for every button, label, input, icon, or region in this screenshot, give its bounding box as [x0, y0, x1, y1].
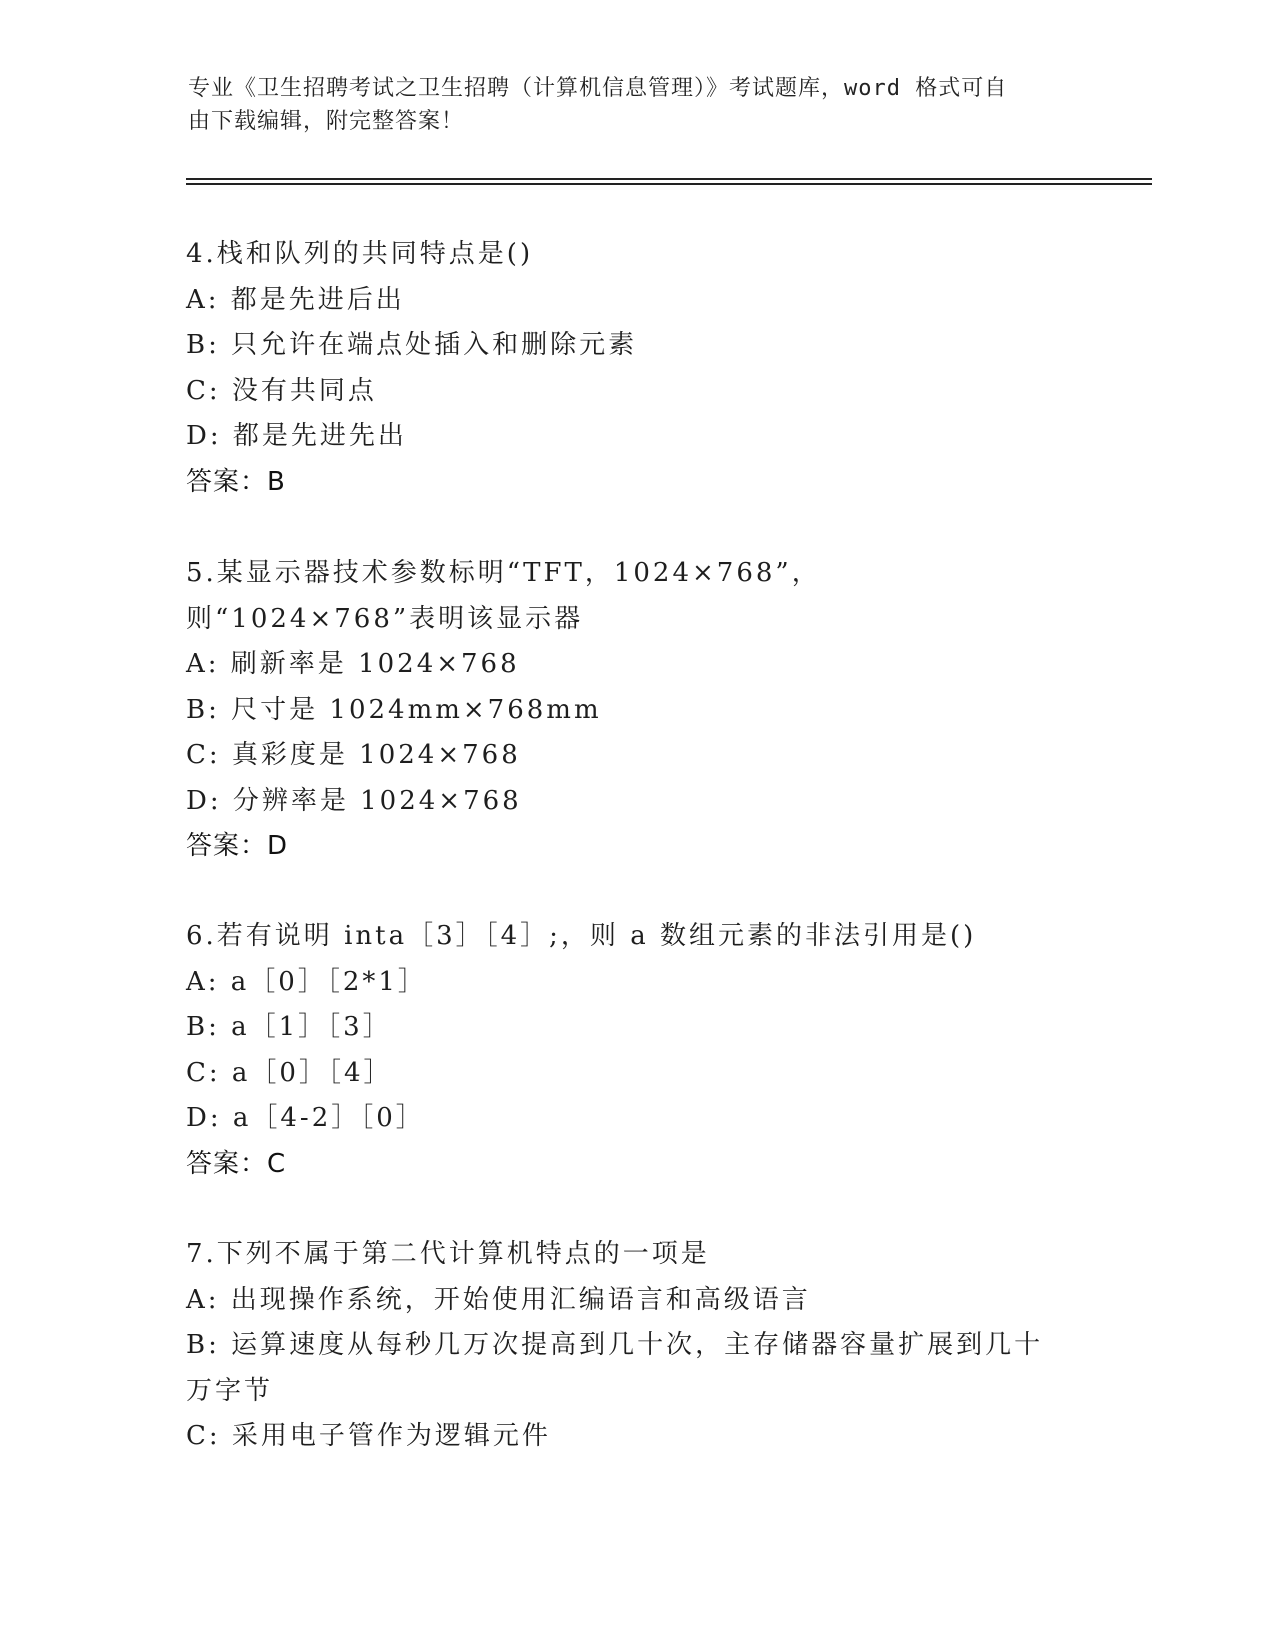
- option-c: C: a［0］［4］: [186, 1057, 393, 1088]
- answer-label: 答案：D: [186, 831, 289, 861]
- option-c: C: 真彩度是 1024×768: [186, 740, 521, 770]
- question-5: [186, 551, 1086, 870]
- question-stem: 4.栈和队列的共同特点是(): [186, 239, 534, 269]
- option-a: A: 出现操作系统，开始使用汇编语言和高级语言: [186, 1284, 811, 1315]
- answer-label: 答案：B: [186, 466, 286, 497]
- question-stem: 7.下列不属于第二代计算机特点的一项是: [186, 1239, 710, 1269]
- header-divider-top: [186, 178, 1152, 180]
- option-a: A: a［0］［2*1］: [186, 966, 427, 997]
- question-7: [186, 1232, 1086, 1460]
- option-c: C: 采用电子管作为逻辑元件: [186, 1421, 551, 1451]
- option-a: A: 都是先进后出: [186, 284, 405, 315]
- option-b: B: a［1］［3］: [186, 1012, 392, 1042]
- option-d: D: 都是先进先出: [186, 421, 407, 451]
- option-d: D: a［4-2］［0］: [186, 1103, 425, 1133]
- question-stem: 5.某显示器技术参数标明“TFT，1024×768”，则“1024×768”表明该显示器: [186, 558, 821, 634]
- header-line-2: 由下载编辑，附完整答案！: [188, 109, 465, 134]
- option-b: B: 运算速度从每秒几万次提高到几十次，主存储器容量扩展到几十万字节: [186, 1330, 1044, 1406]
- option-a: A: 刷新率是 1024×768: [186, 649, 520, 679]
- question-4: [186, 232, 1086, 505]
- option-b: B: 尺寸是 1024mm×768mm: [186, 694, 602, 725]
- question-stem: 6.若有说明 inta［3］［4］;，则 a 数组元素的非法引用是(): [186, 921, 977, 951]
- header-divider-bottom: [186, 183, 1152, 185]
- option-c: C: 没有共同点: [186, 375, 377, 406]
- header-line-1: 专业《卫生招聘考试之卫生招聘（计算机信息管理）》考试题库，word 格式可自: [188, 76, 1008, 101]
- answer-label: 答案：C: [186, 1148, 287, 1179]
- option-b: B: 只允许在端点处插入和删除元素: [186, 330, 638, 360]
- option-d: D: 分辨率是 1024×768: [186, 785, 522, 816]
- question-6: [186, 914, 1086, 1187]
- document-header: [188, 72, 1088, 138]
